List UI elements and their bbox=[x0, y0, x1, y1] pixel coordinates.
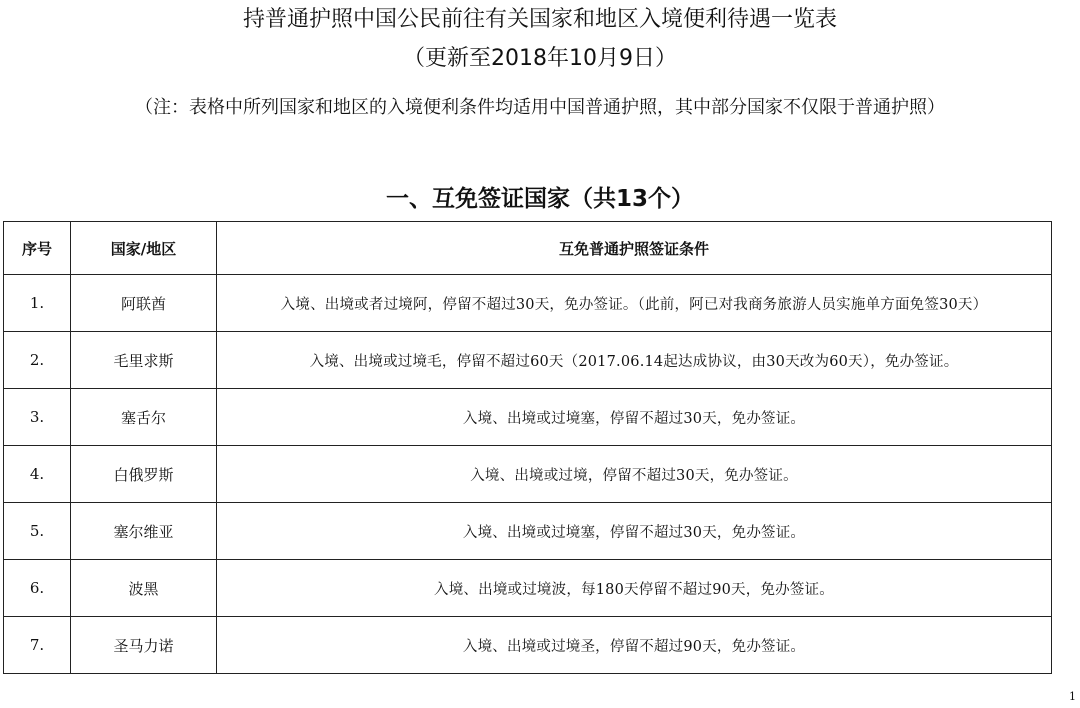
row-index: 7. bbox=[4, 617, 71, 674]
document-note: （注：表格中所列国家和地区的入境便利条件均适用中国普通护照，其中部分国家不仅限于普通护照） bbox=[135, 97, 945, 118]
row-country: 波黑 bbox=[71, 560, 217, 617]
header-index: 序号 bbox=[4, 222, 71, 275]
document-title: 持普通护照中国公民前往有关国家和地区入境便利待遇一览表 bbox=[242, 7, 837, 32]
header-condition: 互免普通护照签证条件 bbox=[217, 222, 1052, 275]
table-row bbox=[4, 617, 1052, 674]
row-index: 6. bbox=[4, 560, 71, 617]
row-country: 毛里求斯 bbox=[71, 332, 217, 389]
row-condition: 入境、出境或过境波，每180天停留不超过90天，免办签证。 bbox=[217, 560, 1052, 617]
row-index: 2. bbox=[4, 332, 71, 389]
row-condition: 入境、出境或过境圣，停留不超过90天，免办签证。 bbox=[217, 617, 1052, 674]
table-row bbox=[4, 503, 1052, 560]
row-index: 5. bbox=[4, 503, 71, 560]
table-row bbox=[4, 275, 1052, 332]
document-subtitle: （更新至2018年10月9日） bbox=[403, 46, 677, 71]
table-row bbox=[4, 389, 1052, 446]
visa-exemption-table bbox=[3, 221, 1052, 674]
row-condition: 入境、出境或者过境阿，停留不超过30天，免办签证。（此前，阿已对我商务旅游人员实施单方面免签30天） bbox=[217, 275, 1052, 332]
row-condition: 入境、出境或过境塞，停留不超过30天，免办签证。 bbox=[217, 389, 1052, 446]
row-country: 塞尔维亚 bbox=[71, 503, 217, 560]
table-header-row bbox=[4, 222, 1052, 275]
row-index: 1. bbox=[4, 275, 71, 332]
section-heading: 一、互免签证国家（共13个） bbox=[385, 186, 694, 212]
row-country: 塞舌尔 bbox=[71, 389, 217, 446]
row-index: 3. bbox=[4, 389, 71, 446]
row-country: 白俄罗斯 bbox=[71, 446, 217, 503]
table-row bbox=[4, 446, 1052, 503]
row-index: 4. bbox=[4, 446, 71, 503]
row-condition: 入境、出境或过境毛，停留不超过60天（2017.06.14起达成协议，由30天改为60天），免办签证。 bbox=[217, 332, 1052, 389]
table-row bbox=[4, 332, 1052, 389]
row-condition: 入境、出境或过境塞，停留不超过30天，免办签证。 bbox=[217, 503, 1052, 560]
table-row bbox=[4, 560, 1052, 617]
row-country: 圣马力诺 bbox=[71, 617, 217, 674]
page-number: 1 bbox=[1069, 690, 1076, 703]
header-country: 国家/地区 bbox=[71, 222, 217, 275]
row-condition: 入境、出境或过境，停留不超过30天，免办签证。 bbox=[217, 446, 1052, 503]
row-country: 阿联酋 bbox=[71, 275, 217, 332]
